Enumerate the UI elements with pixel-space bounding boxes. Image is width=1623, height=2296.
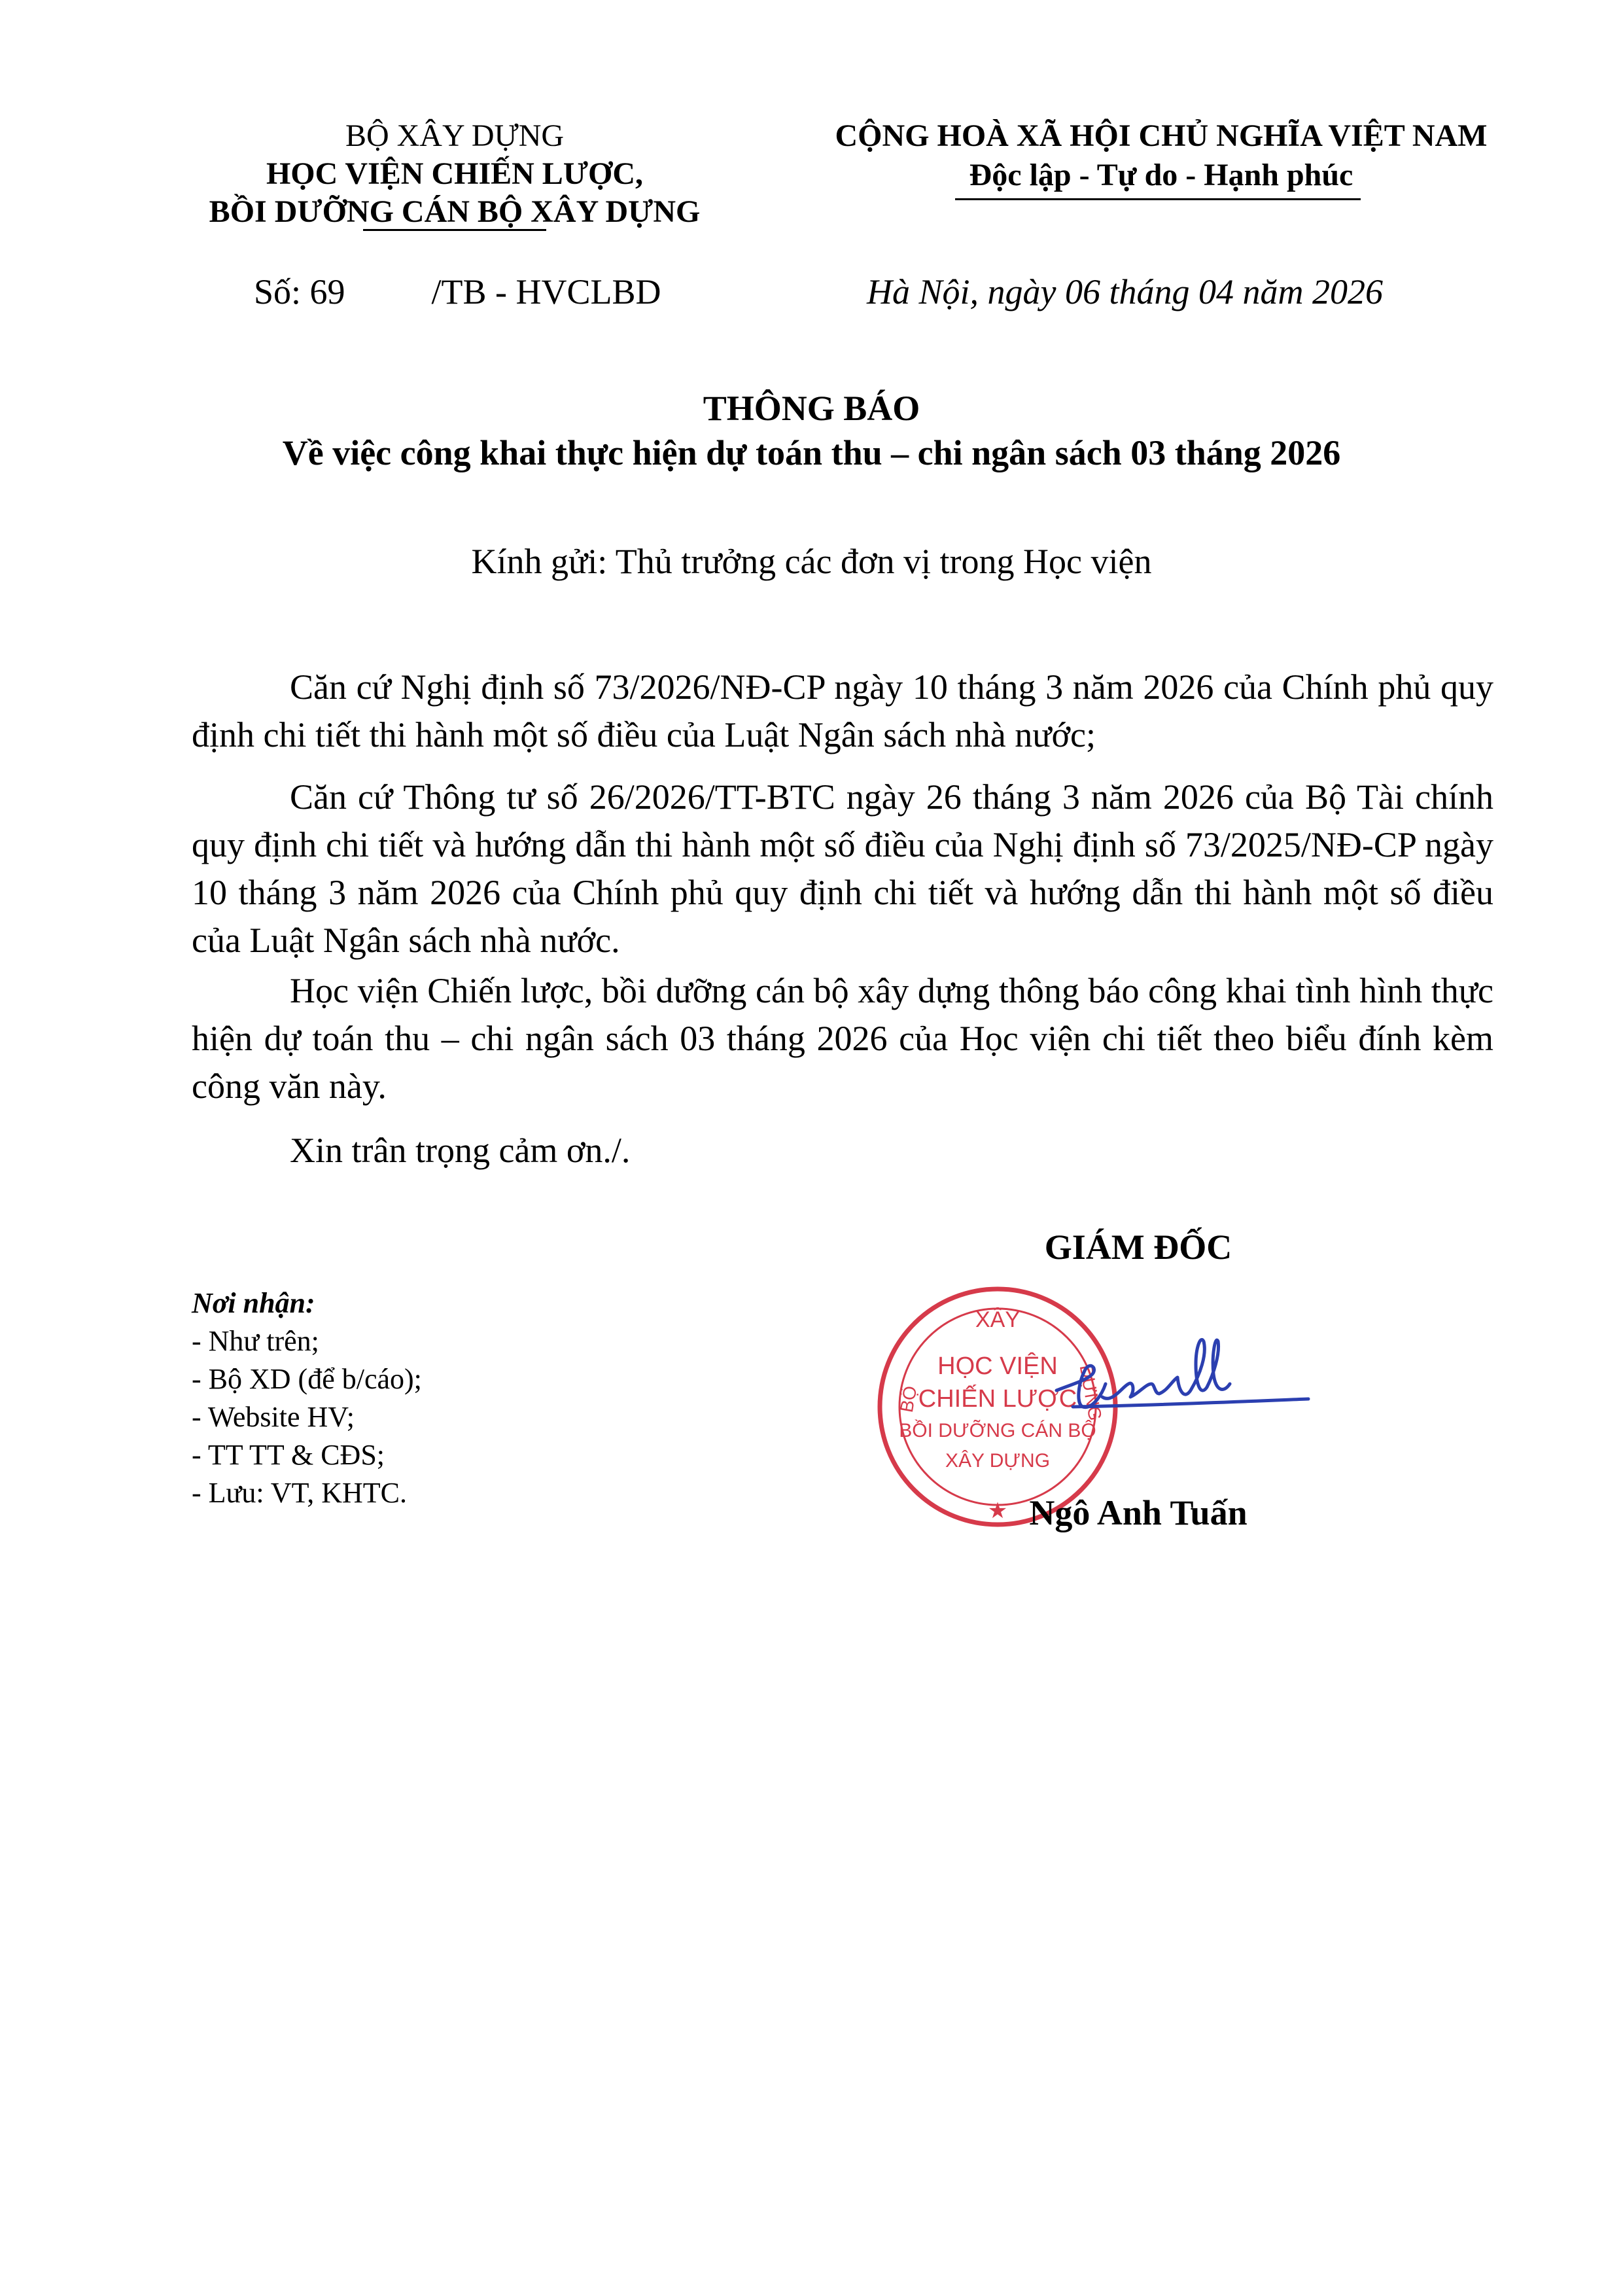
doc-number-prefix: Số:: [254, 272, 302, 311]
ministry-name: BỘ XÂY DỰNG: [345, 118, 565, 153]
nation-name: CỘNG HOÀ XÃ HỘI CHỦ NGHĨA VIỆT NAM: [835, 118, 1488, 153]
signer-title: GIÁM ĐỐC: [1044, 1227, 1232, 1267]
doc-number-value: 69: [309, 272, 345, 311]
body-paragraph-1: Căn cứ Nghị định số 73/2026/NĐ-CP ngày 10 tháng 3 năm 2026 của Chính phủ quy định chi tiết thi hành một số điều của Luật Ngân sách nhà nước;: [192, 667, 1493, 754]
stamp-text-left: BỘ: [896, 1384, 921, 1414]
notice-title: THÔNG BÁO: [703, 389, 920, 428]
stamp-line-1: HỌC VIỆN: [937, 1352, 1058, 1380]
recipients-item: - TT TT & CĐS;: [192, 1439, 385, 1471]
recipients-heading: Nơi nhận:: [192, 1287, 315, 1319]
stamp-line-4: XÂY DỰNG: [945, 1450, 1051, 1472]
organization-name-line1: HỌC VIỆN CHIẾN LƯỢC,: [266, 156, 644, 191]
stamp-line-3: BỒI DƯỠNG CÁN BỘ: [899, 1420, 1096, 1441]
header-left-underline: [363, 229, 546, 231]
body-paragraph-3: Học viện Chiến lược, bồi dưỡng cán bộ xây dựng thông báo công khai tình hình thực hiện dự toán thu – chi ngân sách 03 tháng 2026 của Học viện chi tiết theo biểu đính kèm công văn này.: [192, 971, 1493, 1106]
date-line: [867, 270, 1383, 314]
recipients-item: - Lưu: VT, KHTC.: [192, 1477, 407, 1509]
organization-name-line2: BỒI DƯỠNG CÁN BỘ XÂY DỰNG: [209, 194, 701, 229]
signer-name: Ngô Anh Tuấn: [1029, 1493, 1248, 1532]
notice-subtitle: Về việc công khai thực hiện dự toán thu – chi ngân sách 03 tháng 2026: [282, 433, 1341, 472]
doc-number-suffix: /TB - HVCLBD: [431, 272, 661, 311]
stamp-text-top: XÂY: [975, 1307, 1021, 1332]
date-month-label: tháng: [1109, 272, 1190, 311]
recipient-line: Kính gửi: Thủ trưởng các đơn vị trong Học viện: [471, 542, 1152, 581]
document-number: [254, 270, 661, 314]
date-year: năm 2026: [1242, 272, 1384, 311]
stamp-text-right: DỰNG: [1075, 1363, 1106, 1422]
stamp-line-2: CHIẾN LƯỢC: [918, 1385, 1077, 1413]
date-month: 04: [1198, 272, 1234, 311]
stamp-star-icon: ★: [987, 1498, 1008, 1523]
recipients-item: - Website HV;: [192, 1401, 355, 1433]
date-place: Hà Nội, ngày: [867, 272, 1056, 311]
closing-line: Xin trân trọng cảm ơn./.: [290, 1131, 631, 1170]
body-paragraph-2: Căn cứ Thông tư số 26/2026/TT-BTC ngày 26 tháng 3 năm 2026 của Bộ Tài chính quy định chi tiết và hướng dẫn thi hành một số điều của Nghị định số 73/2025/NĐ-CP ngày 10 tháng 3 năm 2026 của Chính phủ quy định chi tiết và hướng dẫn thi hành một số điều của Luật Ngân sách nhà nước.: [192, 777, 1493, 960]
national-motto: Độc lập - Tự do - Hạnh phúc: [969, 158, 1353, 192]
date-day: 06: [1065, 272, 1100, 311]
recipients-item: - Bộ XD (để b/cáo);: [192, 1363, 422, 1395]
recipients-item: - Như trên;: [192, 1325, 319, 1357]
header-right-underline: [955, 198, 1361, 200]
